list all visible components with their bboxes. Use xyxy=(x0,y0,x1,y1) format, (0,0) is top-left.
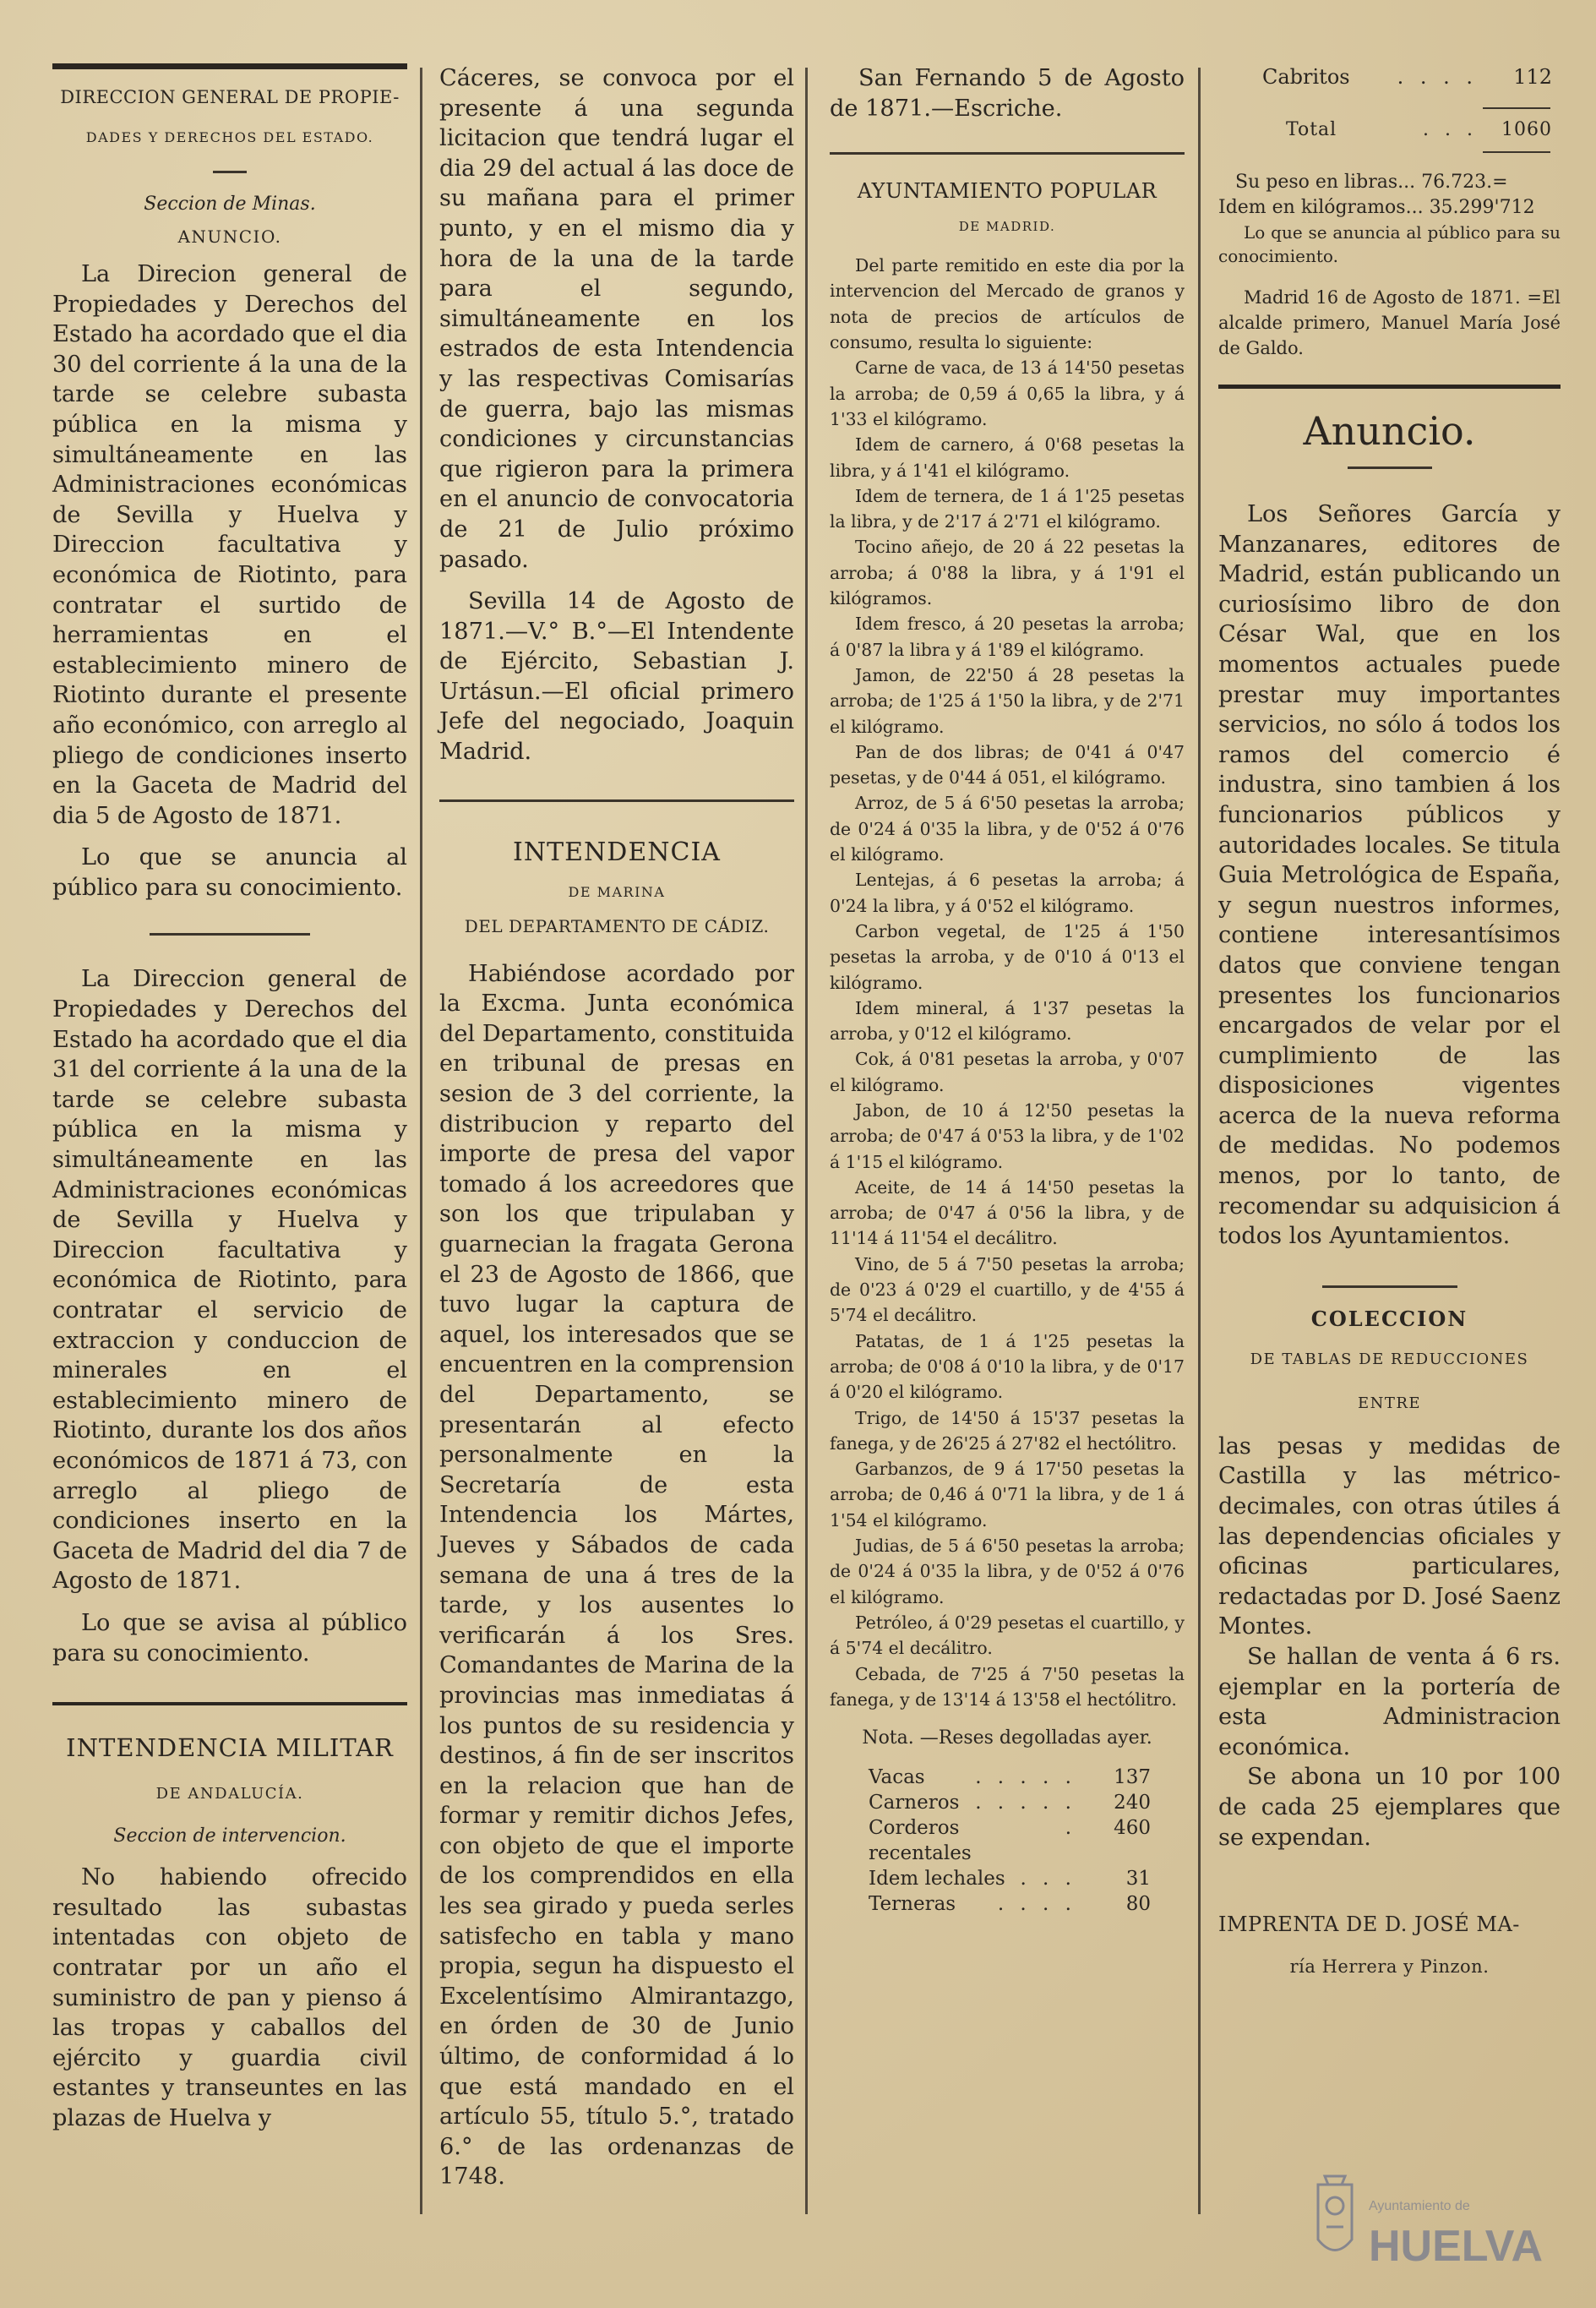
section-rule xyxy=(1218,385,1561,389)
paragraph: Sevilla 14 de Agosto de 1871.—V.° B.°—El Intendente de Ejército, Sebastian J. Urtásun.—El oficial primero Jefe del negociado, Joaquin Madrid. xyxy=(439,588,794,766)
row-dots: . . . xyxy=(1423,119,1478,140)
row-value: 112 xyxy=(1513,65,1552,89)
paragraph: las pesas y medidas de Castilla y las métrico-decimales, con otras útiles á las dependencias oficiales y oficinas particulares, redactadas por D. José Saenz Montes. xyxy=(1218,1432,1561,1640)
row-dots: . . . xyxy=(1020,1868,1076,1891)
intendencia-title: INTENDENCIA xyxy=(513,837,721,867)
row-label: Total xyxy=(1286,119,1337,140)
price-item: Idem de carnero, á 0'68 pesetas la libra, y á 1'41 el kilógramo. xyxy=(830,434,1185,481)
divider xyxy=(830,152,1185,155)
nota-line: Nota. —Reses degolladas ayer. xyxy=(862,1727,1152,1749)
paragraph: San Fernando 5 de Agosto de 1871.—Escriche. xyxy=(830,65,1185,122)
price-item: Judias, de 5 á 6'50 pesetas la arroba; de 0'24 á 0'35 la libra, y de 0'52 á 0'76 el kilógramo. xyxy=(830,1536,1185,1607)
column-rule-2 xyxy=(805,68,808,2214)
price-item: Carbon vegetal, de 1'25 á 1'50 pesetas la arroba, y de 0'10 á 0'13 el kilógramo. xyxy=(830,920,1185,993)
andalucia-subtitle: DE ANDALUCÍA. xyxy=(155,1785,304,1803)
anuncio-label: ANUNCIO. xyxy=(177,226,282,247)
paragraph: La Direcion general de Propiedades y Derechos del Estado ha acordado que el dia 30 del corriente á la una de la tarde se celebre subasta pública en la misma y simultáneamente en las Administraciones económicas de Sevilla y Huelva y Direccion facultativa y económica de Riotinto, para contratar el surtido de herramientas en el establecimiento minero de Riotinto durante el presente año económico, con arreglo al pliego de condiciones inserto en la Gaceta de Madrid del dia 5 de Agosto de 1871. xyxy=(52,261,407,829)
svg-text:Ayuntamiento de: Ayuntamiento de xyxy=(1369,2199,1470,2213)
direccion-subtitle: DADES Y DERECHOS DEL ESTADO. xyxy=(85,129,374,145)
row-dots: . . . . . xyxy=(975,1792,1076,1814)
paragraph: Se hallan de venta á 6 rs. ejemplar en la portería de esta Administracion económica. xyxy=(1218,1644,1561,1760)
row-value: 80 xyxy=(1125,1893,1151,1916)
paragraph: Lo que se anuncia al público para su conocimiento. xyxy=(1218,222,1561,266)
price-item: Cok, á 0'81 pesetas la arroba, y 0'07 el kilógramo. xyxy=(830,1049,1185,1095)
reses-row xyxy=(869,1765,1151,1790)
coleccion-title: COLECCION xyxy=(1310,1306,1468,1331)
madrid-signature: Madrid 16 de Agosto de 1871. =El alcalde primero, Manuel María José de Galdo. xyxy=(1218,287,1561,358)
archive-seal-watermark xyxy=(1293,2159,1580,2299)
row-label: Idem lechales xyxy=(869,1868,1005,1891)
reses-row xyxy=(869,1815,1151,1866)
row-dots: . xyxy=(1065,1817,1076,1840)
intendencia-militar-title: INTENDENCIA MILITAR xyxy=(66,1733,394,1763)
paragraph: Habiéndose acordado por la Excma. Junta económica del Departamento, constituida en tribunal de presas en sesion de 3 del corriente, la distribucion y reparto del importe de presa del vapor tomado á los acreedores que son los que tripulaban y guarnecian la fragata Gerona el 23 de Agosto de 1866, que tuvo lugar la captura de aquel, los interesados que se encuentren en la comprension del Departamento, se presentarán al efecto personalmente en la Secretaría de esta Intendencia los Mártes, Jueves y Sábados de cada semana de una á tres de la tarde, y los ausentes lo verificarán á los Sres. Comandantes de Marina de la provincias mas inmediatas á los puntos de su residencia y destinos, á fin de ser inscritos en la relacion que han de formar y remitir dichos Jefes, con objeto de que el importe de los comprendidos en ella les sea girado y pueda serles satisfecho en tabla y mano propia, segun ha dispuesto el Excelentísimo Almirantazgo, en órden de 30 de Junio último, de conformidad á lo que está mandado en el artículo 55, título 5.°, tratado 6.° de las ordenanzas de 1748. xyxy=(439,960,794,2191)
imprenta-line-2: ría Herrera y Pinzon. xyxy=(1289,1956,1490,1978)
price-list xyxy=(830,355,1185,1712)
price-item: Jabon, de 10 á 12'50 pesetas la arroba; de 0'47 á 0'53 la libra, y de 1'02 á 1'15 el kilógramo. xyxy=(830,1099,1185,1172)
row-label: Carneros xyxy=(869,1792,960,1814)
row-value: 240 xyxy=(1114,1792,1151,1814)
divider xyxy=(1322,1285,1457,1288)
row-dots: . . . . xyxy=(1397,65,1478,89)
price-item: Petróleo, á 0'29 pesetas el cuartillo, y á 5'74 el decálitro. xyxy=(830,1612,1185,1659)
row-label: Corderos recentales xyxy=(869,1817,972,1865)
price-item: Idem mineral, á 1'37 pesetas la arroba, y 0'12 el kilógramo. xyxy=(830,997,1185,1045)
seal-emblem-icon xyxy=(1293,2159,1580,2299)
divider xyxy=(439,799,794,802)
price-item: Pan de dos libras; de 0'41 á 0'47 pesetas, y de 0'44 á 051, el kilógramo. xyxy=(830,741,1185,788)
column-rule-3 xyxy=(1198,68,1201,2214)
price-item: Arroz, de 5 á 6'50 pesetas la arroba; de 0'24 á 0'35 la libra, y de 0'52 á 0'76 el kilógramo. xyxy=(830,793,1185,865)
reses-row xyxy=(869,1866,1151,1891)
price-item: Idem de ternera, de 1 á 1'25 pesetas la libra, y de 2'17 á 2'71 el kilógramo. xyxy=(830,485,1185,532)
peso-line: Su peso en libras... 76.723.= xyxy=(1235,172,1508,193)
anuncio-title: Anuncio. xyxy=(1303,408,1476,454)
row-label: Cabritos xyxy=(1262,65,1350,89)
divider xyxy=(150,933,310,936)
price-item: Carne de vaca, de 13 á 14'50 pesetas la arroba; de 0,59 á 0,65 la libra, y á 1'33 el kilógramo. xyxy=(830,357,1185,429)
cabritos-row xyxy=(1262,63,1552,90)
sum-rule xyxy=(1483,107,1550,109)
row-value: 137 xyxy=(1114,1766,1151,1789)
price-item: Tocino añejo, de 20 á 22 pesetas la arroba; á 0'88 la libra, y á 1'91 el kilógramos. xyxy=(830,537,1185,609)
reses-row xyxy=(869,1891,1151,1917)
intro-paragraph: Del parte remitido en este dia por la intervencion del Mercado de granos y nota de precios de artículos de consumo, resulta lo siguiente: xyxy=(830,255,1185,353)
reses-row xyxy=(869,1790,1151,1815)
row-value: 460 xyxy=(1114,1817,1151,1840)
tablas-subtitle: DE TABLAS DE REDUCCIONES xyxy=(1250,1350,1529,1368)
direccion-title: DIRECCION GENERAL DE PROPIE- xyxy=(60,87,400,107)
price-item: Cebada, de 7'25 á 7'50 pesetas la fanega, y de 13'14 á 13'58 el hectólitro. xyxy=(830,1663,1185,1710)
section-title: Seccion de Minas. xyxy=(144,194,316,215)
row-dots: . . . . . xyxy=(975,1766,1076,1789)
seal-text: HUELVA xyxy=(1369,2222,1544,2271)
section-rule xyxy=(52,1702,407,1705)
sum-rule xyxy=(1483,151,1550,153)
row-dots: . . . . xyxy=(997,1893,1076,1916)
total-row xyxy=(1286,116,1552,145)
kilogramos-line: Idem en kilógramos... 35.299'712 xyxy=(1218,197,1535,218)
price-item: Jamon, de 22'50 á 28 pesetas la arroba; de 1'25 á 1'50 la libra, y de 2'71 el kilógramo. xyxy=(830,664,1185,737)
paragraph: Se abona un 10 por 100 de cada 25 ejemplares que se expendan. xyxy=(1218,1764,1561,1851)
price-item: Trigo, de 14'50 á 15'37 pesetas la fanega, y de 26'25 á 27'82 el hectólitro. xyxy=(830,1407,1185,1454)
row-label: Vacas xyxy=(869,1766,925,1789)
paragraph: La Direccion general de Propiedades y Derechos del Estado ha acordado que el dia 31 del corriente á la una de la tarde se celebre subasta pública en la misma y simultáneamente en las Administraciones económicas de Sevilla y Huelva y Direccion facultativa y económica de Riotinto, para contratar el servicio de extraccion y conduccion de minerales en el establecimiento minero de Riotinto, durante los dos años económicos de 1871 á 73, con arreglo al pliego de condiciones inserto en la Gaceta de Madrid del dia 7 de Agosto de 1871. xyxy=(52,966,407,1595)
column-2 xyxy=(439,63,794,2192)
departamento-subtitle: DEL DEPARTAMENTO DE CÁDIZ. xyxy=(464,915,770,936)
ayuntamiento-title: AYUNTAMIENTO POPULAR xyxy=(857,179,1158,204)
price-item: Vino, de 5 á 7'50 pesetas la arroba; de 0'23 á 0'29 el cuartillo, y de 4'55 á 5'74 el decálitro. xyxy=(830,1253,1185,1326)
imprenta-line: IMPRENTA DE D. JOSÉ MA- xyxy=(1218,1912,1520,1937)
marina-subtitle: DE MARINA xyxy=(568,883,666,900)
entre-subtitle: ENTRE xyxy=(1357,1394,1422,1412)
madrid-subtitle: DE MADRID. xyxy=(958,219,1056,235)
price-item: Garbanzos, de 9 á 17'50 pesetas la arroba; de 0,46 á 0'71 la libra, y de 1 á 1'54 el kilógramo. xyxy=(830,1459,1185,1530)
row-value: 1060 xyxy=(1501,119,1552,140)
paragraph: Lo que se anuncia al público para su conocimiento. xyxy=(52,844,407,901)
seccion-intervencion: Seccion de intervencion. xyxy=(113,1825,346,1847)
paragraph: Los Señores García y Manzanares, editores de Madrid, están publicando un curiosísimo libro de don César Wal, que en los momentos actuales puede prestar muy importantes servicios, no sólo á todos los ramos del comercio é industra, sino tambien á los funcionarios públicos y autoridades locales. Se titula Guia Metrológica de España, y segun nuestros informes, contiene interesantísimos datos que conviene tengan presentes los funcionarios encargados de velar por el cumplimiento de las disposiciones vigentes acerca de la nueva reforma de medidas. No podemos menos, por lo tanto, de recomendar su adquisicion á todos los Ayuntamientos. xyxy=(1218,501,1561,1250)
price-item: Idem fresco, á 20 pesetas la arroba; á 0'87 la libra y á 1'89 el kilógramo. xyxy=(830,614,1185,660)
paragraph: No habiendo ofrecido resultado las subastas intentadas con objeto de contratar por un año el suministro de pan y pienso á las tropas y caballos del ejército y guardia civil estantes y transeuntes en las plazas de Huelva y xyxy=(52,1864,407,2131)
divider xyxy=(213,171,247,173)
row-value: 31 xyxy=(1125,1868,1151,1891)
price-item: Lentejas, á 6 pesetas la arroba; á 0'24 la libra, y á 0'52 el kilógramo. xyxy=(830,870,1185,916)
price-item: Patatas, de 1 á 1'25 pesetas la arroba; de 0'08 á 0'10 la libra, y de 0'17 á 0'20 el kilógramo. xyxy=(830,1330,1185,1403)
column-rule-1 xyxy=(420,68,422,2214)
column-3 xyxy=(830,63,1185,1917)
column-1 xyxy=(52,63,407,2133)
top-rule xyxy=(52,63,407,69)
row-label: Terneras xyxy=(869,1893,956,1916)
reses-table xyxy=(869,1765,1151,1917)
paragraph: Cáceres, se convoca por el presente á una segunda licitacion que tendrá lugar el dia 29 del actual á las doce de su mañana para el primer punto, y en el mismo dia y hora de la una de la tarde para el segundo, simultáneamente en los estrados de esta Intendencia y las respectivas Comisarías de guerra, bajo las mismas condiciones y circunstancias que rigieron para la primera en el anuncio de convocatoria de 21 de Julio próximo pasado. xyxy=(439,65,794,573)
column-4 xyxy=(1218,63,1561,1979)
price-item: Aceite, de 14 á 14'50 pesetas la arroba; de 0'47 á 0'56 la libra, y de 11'14 á 11'54 el decálitro. xyxy=(830,1176,1185,1249)
divider xyxy=(1348,467,1432,469)
paragraph: Lo que se avisa al público para su conocimiento. xyxy=(52,1609,407,1667)
